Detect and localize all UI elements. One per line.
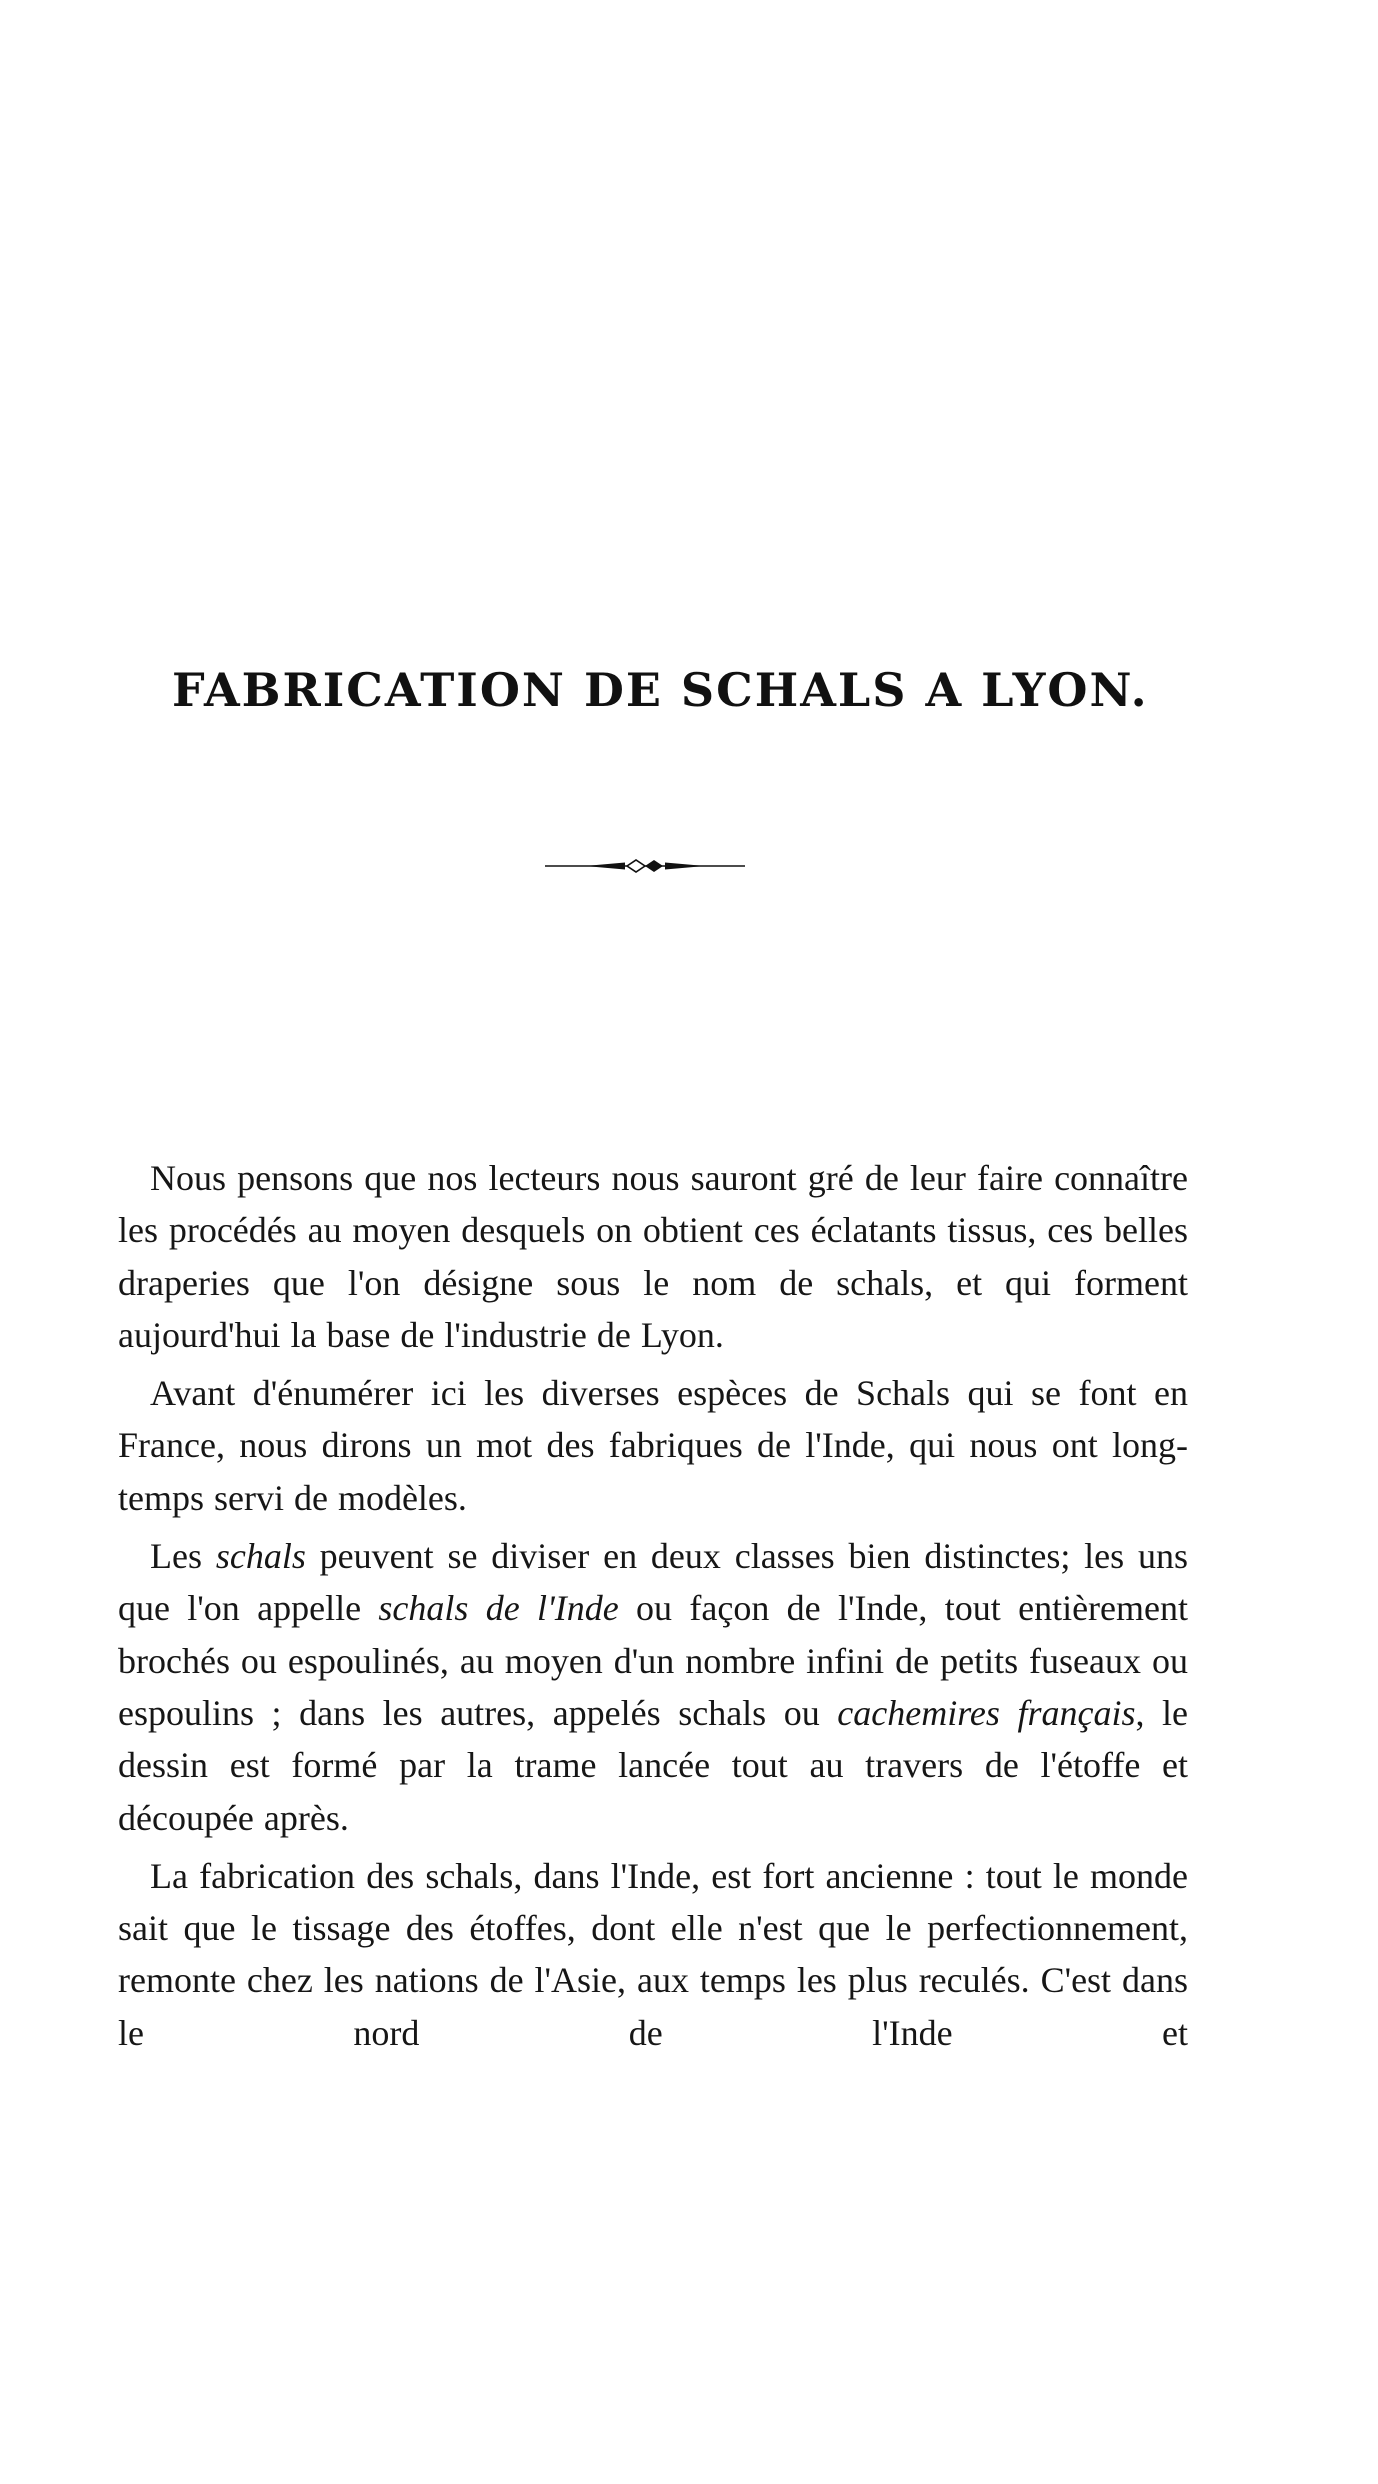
body-text xyxy=(118,1152,1188,2059)
paragraph-classes-part-1: Les xyxy=(150,1536,216,1577)
italic-schals-de-linde: schals de l'Inde xyxy=(378,1588,619,1629)
paragraph-classes-part-4: , le dessin est formé par la trame lancée tout au travers de l'étoffe et découpée après. xyxy=(118,1692,1188,1838)
paragraph-classes-part-3: ou façon de l'Inde, tout entièrement brochés ou espoulinés, au moyen d'un nombre infini de petits fuseaux ou espoulins ; dans les autres, appelés schals ou xyxy=(118,1588,1188,1733)
page-title: FABRICATION DE SCHALS A LYON. xyxy=(172,663,1149,717)
paragraph-fabrication: La fabrication des schals, dans l'Inde, est fort ancienne : tout le monde sait que le tissage des étoffes, dont elle n'est que le perfectionnement, remonte chez les nations de l'Asie, aux temps les plus reculés. C'est dans le nord de l'Inde et xyxy=(118,1855,1188,2053)
paragraph-intro: Nous pensons que nos lecteurs nous sauront gré de leur faire connaître les procédés au moyen desquels on obtient ces éclatants tissus, ces belles draperies que l'on désigne sous le nom de schals, et qui forment aujourd'hui la base de l'industrie de Lyon. xyxy=(118,1158,1188,1355)
paragraph-classes-part-2: peuvent se diviser en deux classes bien distinctes; les uns que l'on appelle xyxy=(118,1536,1188,1629)
ornamental-rule-icon xyxy=(545,856,745,876)
paragraph-classes xyxy=(118,1530,1188,1844)
italic-cachemires-francais: cachemires français xyxy=(837,1692,1136,1733)
paragraph-avant: Avant d'énumérer ici les diverses espèces de Schals qui se font en France, nous dirons un mot des fabriques de l'Inde, qui nous ont long-temps servi de modèles. xyxy=(118,1373,1188,1518)
italic-schals: schals xyxy=(215,1536,306,1577)
